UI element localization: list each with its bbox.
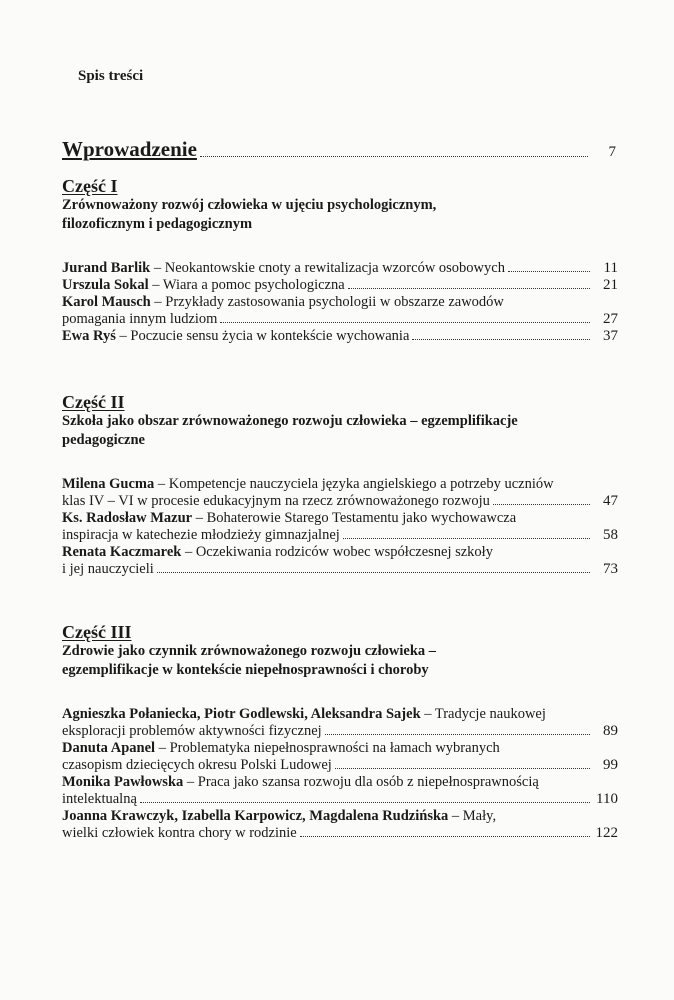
dot-leader [220,321,590,323]
entry-title: – Praca jako szansa rozwoju dla osób z niepełnosprawnością [186,774,539,790]
entry-line [62,527,618,544]
toc-entry[interactable] [62,544,618,578]
intro-title: Wprowadzenie [62,137,197,161]
entry-title: – Problematyka niepełnosprawności na łamach wybranych [158,740,500,756]
page-number: 47 [603,493,618,509]
entry-author: Ewa Ryś [62,328,116,344]
entry-title: inspiracja w katechezie młodzieży gimnazjalnej [62,527,340,543]
toc-entry[interactable] [62,774,618,808]
toc-section [62,622,618,842]
entry-text [62,294,504,311]
page-number: 58 [603,527,618,543]
toc-entry[interactable] [62,740,618,774]
page-number: 122 [595,825,618,841]
toc-section [62,176,618,345]
dot-leader [325,733,590,735]
entry-author: Urszula Sokal [62,277,149,293]
page-number: 73 [603,561,618,577]
toc-intro-entry[interactable] [62,137,616,162]
dot-leader [493,503,590,505]
toc-entry[interactable] [62,476,618,510]
dot-leader [200,155,588,157]
entry-text [62,706,546,723]
entry-title: – Mały, [451,808,497,824]
entry-text [62,757,332,774]
entry-line [62,544,618,561]
entry-author: Jurand Barlik [62,260,151,276]
page-number: 37 [603,328,618,344]
section-subtitle: filozoficznym i pedagogicznym [62,216,253,232]
entry-title: i jej nauczycieli [62,561,154,577]
entry-title: – Kompetencje nauczyciela języka angielskiego a potrzeby uczniów [157,476,554,492]
entry-text [62,791,137,808]
entry-line [62,328,618,345]
page-number: 21 [603,277,618,293]
entry-title: – Przykłady zastosowania psychologii w obszarze zawodów [154,294,504,310]
entry-author: Milena Gucma [62,476,155,492]
dot-leader [140,801,590,803]
toc-section [62,392,618,578]
section-title[interactable]: Część I [62,176,118,196]
entry-line [62,740,618,757]
entry-author: Ks. Radosław Mazur [62,510,193,526]
toc-entry[interactable] [62,510,618,544]
section-subtitle: Zrównoważony rozwój człowieka w ujęciu psychologicznym, [62,197,437,213]
entry-line [62,510,618,527]
section-subtitle: egzemplifikacje w kontekście niepełnosprawności i choroby [62,662,429,678]
entry-text [62,260,505,277]
toc-entry[interactable] [62,706,618,740]
entry-text [62,825,297,842]
entry-line [62,260,618,277]
entry-line [62,791,618,808]
entry-line [62,493,618,510]
entry-author: Karol Mausch [62,294,151,310]
dot-leader [300,835,590,837]
entry-line [62,277,618,294]
entry-title: – Neokantowskie cnoty a rewitalizacja wzorców osobowych [153,260,505,276]
entry-line [62,706,618,723]
section-subtitle: Szkoła jako obszar zrównoważonego rozwoju człowieka – egzemplifikacje [62,413,518,429]
entry-line [62,808,618,825]
entry-text [62,561,154,578]
entry-title: eksploracji problemów aktywności fizycznej [62,723,322,739]
entry-line [62,757,618,774]
page-number: 89 [603,723,618,739]
entry-text [62,476,554,493]
entry-text [62,723,322,740]
dot-leader [157,571,590,573]
entry-title: wielki człowiek kontra chory w rodzinie [62,825,297,841]
entry-line [62,311,618,328]
entry-text [62,527,340,544]
entry-title: – Bohaterowie Starego Testamentu jako wychowawcza [195,510,517,526]
toc-entry[interactable] [62,808,618,842]
entry-title: – Tradycje naukowej [424,706,546,722]
entry-text [62,277,345,294]
entry-text [62,493,490,510]
entry-author: Renata Kaczmarek [62,544,182,560]
entry-line [62,561,618,578]
page-number: 7 [608,144,616,160]
section-title[interactable]: Część II [62,392,125,412]
entry-author: Danuta Apanel [62,740,156,756]
entry-line [62,476,618,493]
entry-line [62,774,618,791]
entry-text [62,544,493,561]
dot-leader [335,767,590,769]
entry-text [62,311,217,328]
entry-text [62,328,409,345]
entry-text [62,774,539,791]
section-title[interactable]: Część III [62,622,132,642]
entry-line [62,294,618,311]
entry-title: – Oczekiwania rodziców wobec współczesnej szkoły [184,544,493,560]
entry-text [62,808,496,825]
entry-title: klas IV – VI w procesie edukacyjnym na rzecz zrównoważonego rozwoju [62,493,490,509]
entry-text [62,740,500,757]
page-heading: Spis treści [78,68,144,84]
entry-title: czasopism dziecięcych okresu Polski Ludowej [62,757,332,773]
entry-line [62,825,618,842]
entry-title: intelektualną [62,791,137,807]
toc-entry[interactable] [62,260,618,277]
dot-leader [343,537,590,539]
entry-title: – Wiara a pomoc psychologiczna [152,277,345,293]
toc-entry[interactable] [62,277,618,294]
entry-author: Monika Pawłowska [62,774,184,790]
entry-author: Agnieszka Połaniecka, Piotr Godlewski, Aleksandra Sajek [62,706,421,722]
toc-entry[interactable] [62,328,618,345]
entry-title: – Poczucie sensu życia w kontekście wychowania [119,328,410,344]
page-number: 99 [603,757,618,773]
page-number: 110 [596,791,618,807]
section-subtitle: pedagogiczne [62,432,145,448]
entry-title: pomagania innym ludziom [62,311,218,327]
dot-leader [508,270,590,272]
entry-author: Joanna Krawczyk, Izabella Karpowicz, Magdalena Rudzińska [62,808,449,824]
page-number: 11 [603,260,618,276]
toc-entry[interactable] [62,294,618,328]
entry-text [62,510,516,527]
entry-line [62,723,618,740]
section-subtitle: Zdrowie jako czynnik zrównoważonego rozwoju człowieka – [62,643,437,659]
page-number: 27 [603,311,618,327]
dot-leader [412,338,590,340]
dot-leader [348,287,590,289]
